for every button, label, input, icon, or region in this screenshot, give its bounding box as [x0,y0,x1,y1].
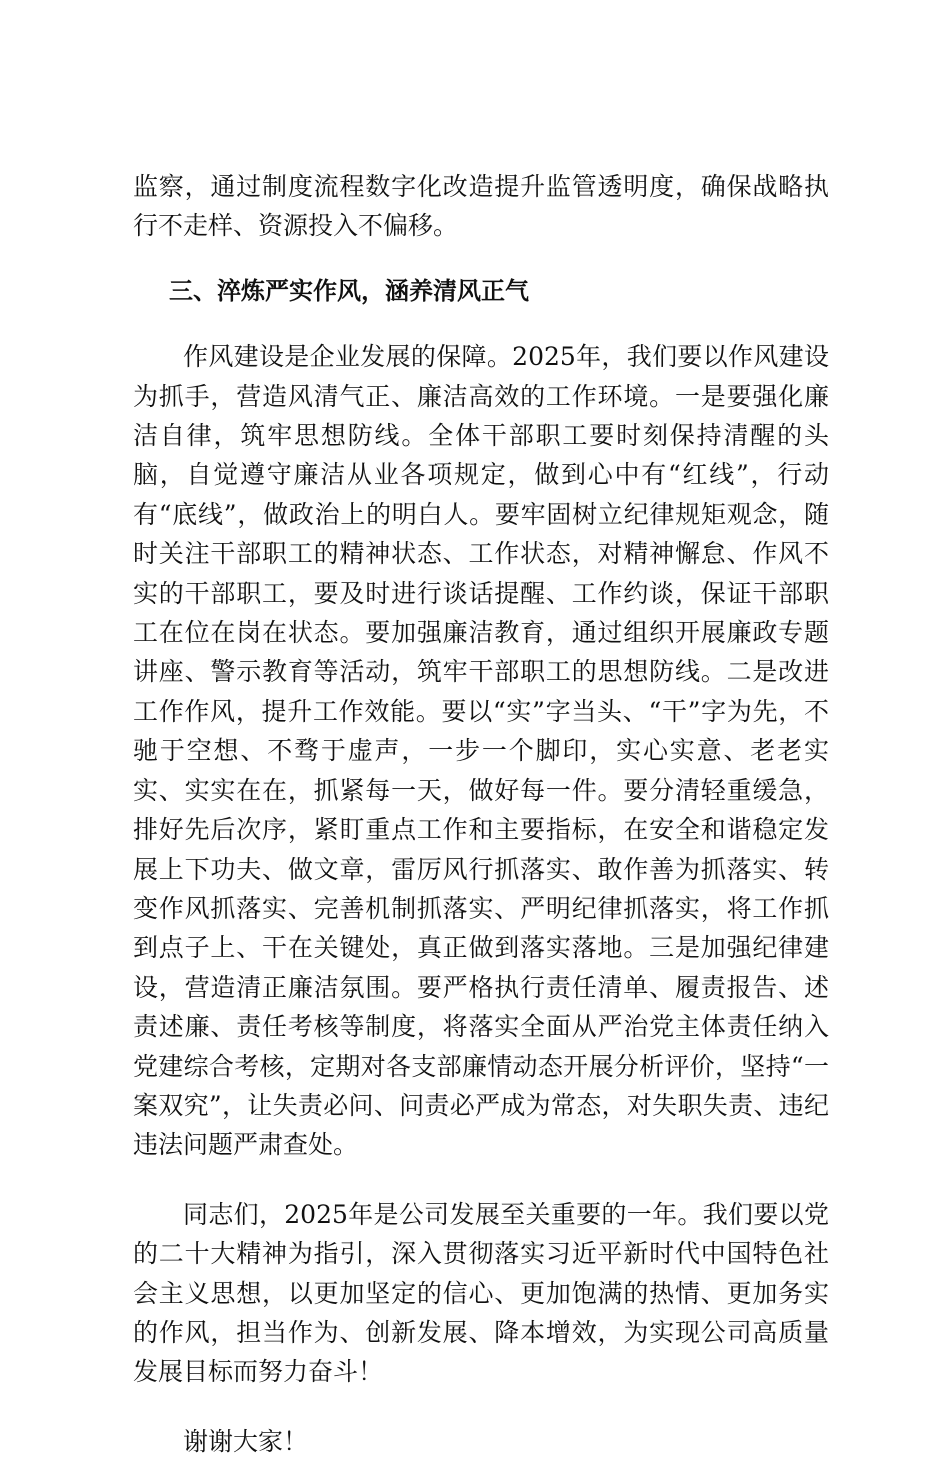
paragraph-conclusion: 同志们，2025年是公司发展至关重要的一年。我们要以党的二十大精神为指引，深入贯彻落实习近平新时代中国特色社会主义思想，以更加坚定的信心、更加饱满的热情、更加务实的作风，担当作为、创新发展、降本增效，为实现公司高质量发展目标而努力奋斗！ [133,1199,829,1387]
paragraph-spacer [133,1165,829,1195]
paragraph-spacer [133,1392,829,1422]
paragraph-closing: 谢谢大家！ [183,1426,309,1456]
section-heading: 三、淬炼严实作风，涵养清风正气 [169,276,529,305]
paragraph-spacer [133,311,829,337]
paragraph-spacer [133,246,829,272]
paragraph-continuation: 监察，通过制度流程数字化改造提升监管透明度，确保战略执行不走样、资源投入不偏移。 [133,172,829,241]
paragraph-style-building: 作风建设是企业发展的保障。2025年，我们要以作风建设为抓手，营造风清气正、廉洁高效的工作环境。一是要强化廉洁自律，筑牢思想防线。全体干部职工要时刻保持清醒的头脑，自觉遵守廉洁从业各项规定，做到心中有“红线”，行动有“底线”，做政治上的明白人。要牢固树立纪律规矩观念，随时关注干部职工的精神状态、工作状态，对精神懈怠、作风不实的干部职工，要及时进行谈话提醒、工作约谈，保证干部职工在位在岗在状态。要加强廉洁教育，通过组织开展廉政专题讲座、警示教育等活动，筑牢干部职工的思想防线。二是改进工作作风，提升工作效能。要以“实”字当头、“干”字为先，不驰于空想、不骛于虚声，一步一个脚印，实心实意、老老实实、实实在在，抓紧每一天，做好每一件。要分清轻重缓急，排好先后次序，紧盯重点工作和主要指标，在安全和谐稳定发展上下功夫、做文章，雷厉风行抓落实、敢作善为抓落实、转变作风抓落实、完善机制抓落实、严明纪律抓落实，将工作抓到点子上、干在关键处，真正做到落实落地。三是加强纪律建设，营造清正廉洁氛围。要严格执行责任清单、履责报告、述责述廉、责任考核等制度，将落实全面从严治党主体责任纳入党建综合考核，定期对各支部廉情动态开展分析评价，坚持“一案双究”，让失责必问、问责必严成为常态，对失职失责、违纪违法问题严肃查处。 [133,342,829,1160]
document-body [133,167,829,1461]
